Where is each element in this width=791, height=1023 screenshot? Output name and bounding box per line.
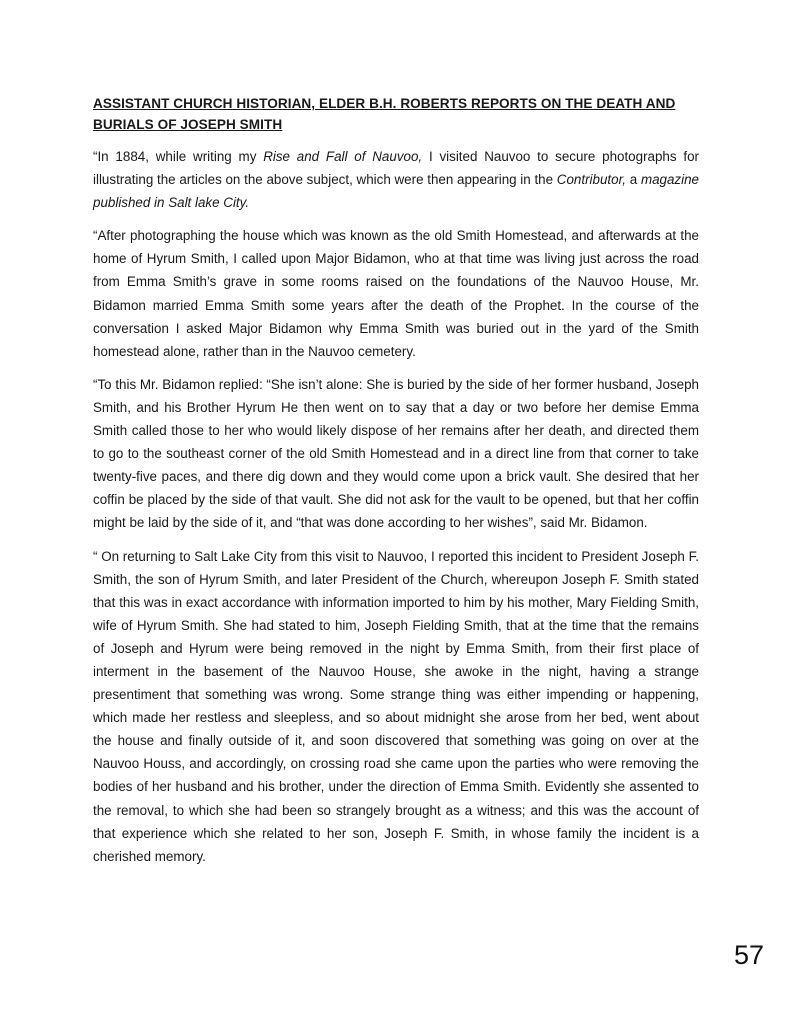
- paragraph-4: “ On returning to Salt Lake City from this visit to Nauvoo, I reported this incident to President Joseph F. Smith, the son of Hyrum Smith, and later President of the Church, whereupon Joseph F. Smith stated that this was in exact accordance with information imported to him by his mother, Mary Fielding Smith, wife of Hyrum Smith. She had stated to him, Joseph Fielding Smith, that at the time that the remains of Joseph and Hyrum were being removed in the night by Emma Smith, from their first place of interment in the basement of the Nauvoo House, she awoke in the night, having a strange presentiment that something was wrong. Some strange thing was either impending or happening, which made her restless and sleepless, and so about midnight she arose from her bed, went about the house and finally outside of it, and soon discovered that something was going on over at the Nauvoo Houss, and accordingly, on crossing road she came upon the parties who were removing the bodies of her husband and his brother, under the direction of Emma Smith. Evidently she assented to the removal, to which she had been so strangely brought as a witness; and this was the account of that experience which she related to her son, Joseph F. Smith, in whose family the incident is a cherished memory.: [93, 548, 699, 864]
- paragraph-1-text-e: a: [626, 172, 641, 188]
- publication-description: magazine published in Salt lake City.: [93, 172, 699, 211]
- section-heading: ASSISTANT CHURCH HISTORIAN, ELDER B.H. ROBERTS REPORTS ON THE DEATH AND BURIALS OF JOSEPH SMITH: [93, 96, 676, 132]
- paragraph-1: [93, 145, 699, 214]
- paragraph-1-text-a: “In 1884, while writing my: [93, 149, 264, 164]
- paragraph-3: “To this Mr. Bidamon replied: “She isn’t alone: She is buried by the side of her former husband, Joseph Smith, and his Brother Hyrum He then went on to say that a day or two before her demise Emma Smith called those to her who would likely dispose of her remains after her death, and directed them to go to the southeast corner of the old Smith Homestead and in a direct line from that corner to take twenty-five paces, and there dig down and they would come upon a brick vault. She desired that her coffin be placed by the side of that vault. She did not ask for the vault to be opened, but that her coffin might be laid by the side of it, and “that was done according to her wishes”, said Mr. Bidamon.: [93, 376, 699, 531]
- book-title: Rise and Fall of Nauvoo,: [263, 149, 423, 164]
- paragraph-1-text-c: I visited Nauvoo to secure photographs for illustrating the articles on the above subject, which were then appearing in the: [93, 149, 699, 188]
- paragraph-2: “After photographing the house which was known as the old Smith Homestead, and afterwards at the home of Hyrum Smith, I called upon Major Bidamon, who at that time was living just across the road from Emma Smith’s grave in some rooms raised on the foundations of the Nauvoo House, Mr. Bidamon married Emma Smith some years after the death of the Prophet. In the course of the conversation I asked Major Bidamon why Emma Smith was buried out in the yard of the Smith homestead alone, rather than in the Nauvoo cemetery.: [93, 228, 699, 359]
- page-number: 57: [733, 940, 764, 970]
- document-page: [93, 93, 699, 878]
- publication-title: Contributor,: [556, 172, 627, 188]
